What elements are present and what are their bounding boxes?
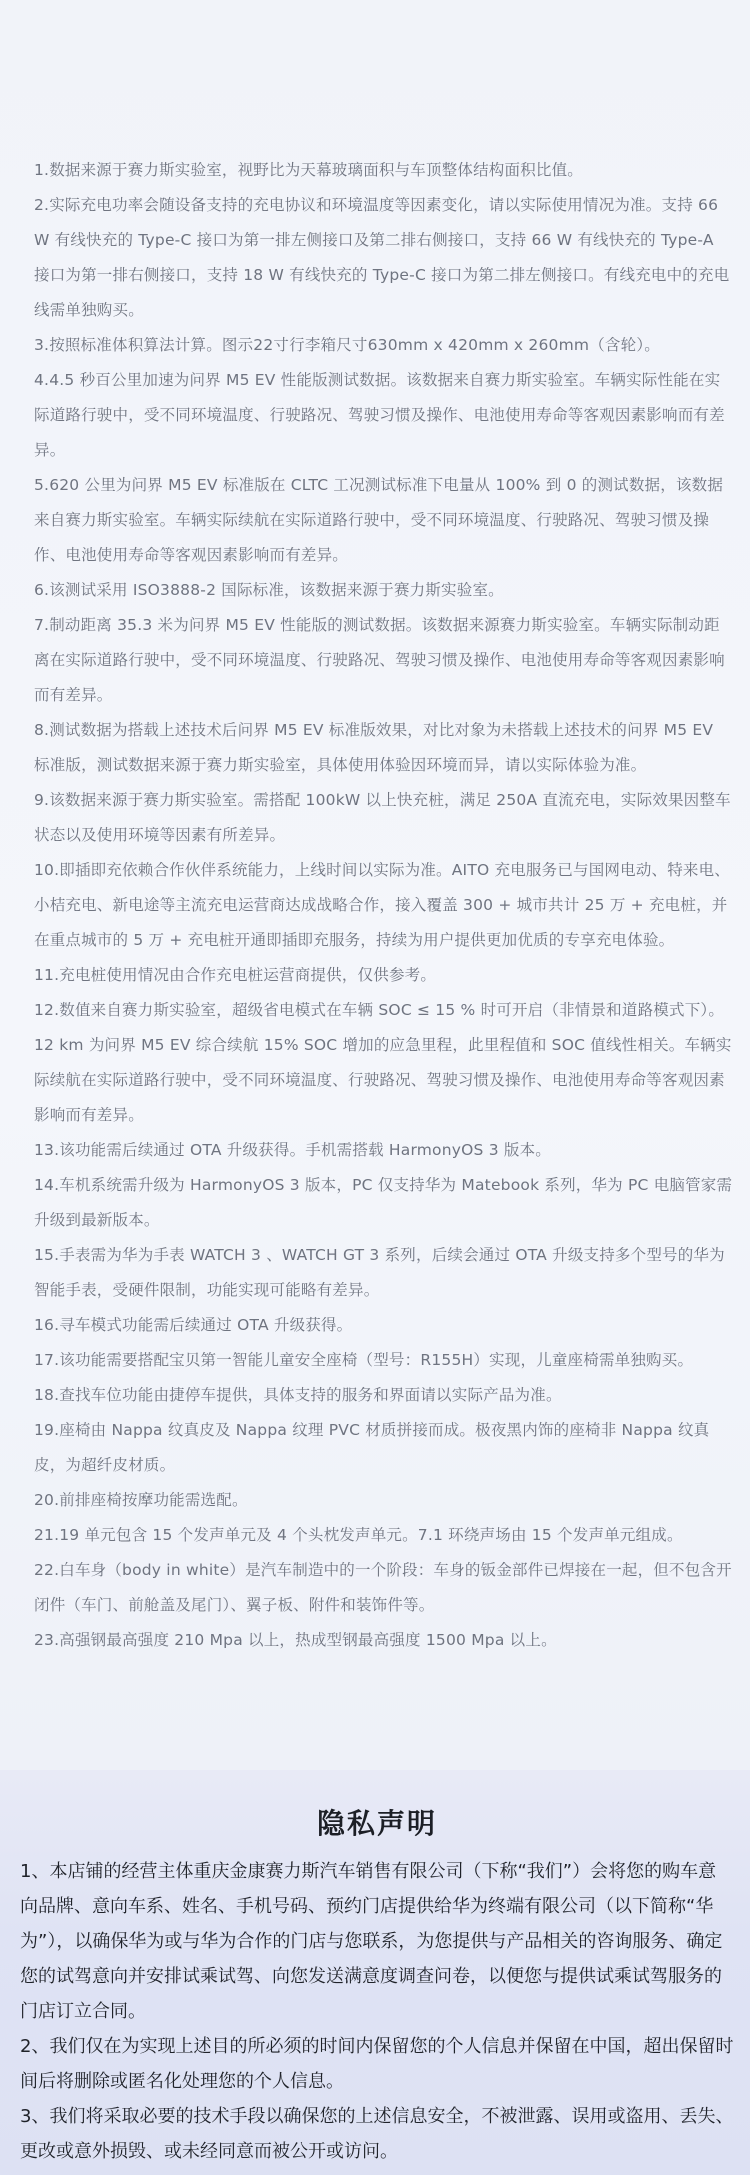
- footnote: 11.充电桩使用情况由合作充电桩运营商提供，仅供参考。: [34, 966, 437, 984]
- footnote: 12.数值来自赛力斯实验室，超级省电模式在车辆 SOC ≤ 15 % 时可开启（非情景和道路模式下）。12 km 为问界 M5 EV 综合续航 15% SOC 增加的应急里程，此里程值和 SOC 值线性相关。车辆实际续航在实际道路行驶中，受不同环境温度、行驶路况、驾驶习惯及操作、电池使用寿命等客观因素影响而有差异。: [34, 1001, 732, 1124]
- footnote: 2.实际充电功率会随设备支持的充电协议和环境温度等因素变化，请以实际使用情况为准。支持 66 W 有线快充的 Type-C 接口为第一排左侧接口及第二排右侧接口，支持 66 W 有线快充的 Type-A 接口为第一排右侧接口，支持 18 W 有线快充的 Type-C 接口为第二排左侧接口。有线充电中的充电线需单独购买。: [34, 196, 730, 319]
- privacy-item: 1、本店铺的经营主体重庆金康赛力斯汽车销售有限公司（下称“我们”）会将您的购车意向品牌、意向车系、姓名、手机号码、预约门店提供给华为终端有限公司（以下简称“华为”），以确保华为或与华为合作的门店与您联系，为您提供与产品相关的咨询服务、确定您的试驾意向并安排试乘试驾、向您发送满意度调查问卷，以便您与提供试乘试驾服务的门店订立合同。: [20, 1861, 723, 2022]
- footnote: 19.座椅由 Nappa 纹真皮及 Nappa 纹理 PVC 材质拼接而成。极夜黑内饰的座椅非 Nappa 纹真皮，为超纤皮材质。: [34, 1421, 710, 1474]
- privacy-item: 2、我们仅在为实现上述目的所必须的时间内保留您的个人信息并保留在中国，超出保留时间后将删除或匿名化处理您的个人信息。: [20, 2036, 734, 2092]
- footnote: 18.查找车位功能由捷停车提供，具体支持的服务和界面请以实际产品为准。: [34, 1386, 562, 1404]
- footnote: 13.该功能需后续通过 OTA 升级获得。手机需搭载 HarmonyOS 3 版本。: [34, 1141, 551, 1159]
- footnote: 8.测试数据为搭载上述技术后问界 M5 EV 标准版效果，对比对象为未搭载上述技术的问界 M5 EV 标准版，测试数据来源于赛力斯实验室，具体使用体验因环境而异，请以实际体验为准。: [34, 721, 714, 774]
- footnote: 3.按照标准体积算法计算。图示22寸行李箱尺寸630mm x 420mm x 260mm（含轮）。: [34, 336, 660, 354]
- privacy-title: 隐私声明: [316, 1807, 437, 1840]
- footnote: 17.该功能需要搭配宝贝第一智能儿童安全座椅（型号：R155H）实现，儿童座椅需单独购买。: [34, 1351, 694, 1369]
- footnote: 15.手表需为华为手表 WATCH 3 、WATCH GT 3 系列，后续会通过 OTA 升级支持多个型号的华为智能手表，受硬件限制，功能实现可能略有差异。: [34, 1246, 725, 1299]
- footnote: 14.车机系统需升级为 HarmonyOS 3 版本，PC 仅支持华为 Matebook 系列，华为 PC 电脑管家需升级到最新版本。: [34, 1176, 733, 1229]
- footnote: 5.620 公里为问界 M5 EV 标准版在 CLTC 工况测试标准下电量从 100% 到 0 的测试数据，该数据来自赛力斯实验室。车辆实际续航在实际道路行驶中，受不同环境温度、行驶路况、驾驶习惯及操作、电池使用寿命等客观因素影响而有差异。: [34, 476, 724, 564]
- footnote: 9.该数据来源于赛力斯实验室。需搭配 100kW 以上快充桩，满足 250A 直流充电，实际效果因整车状态以及使用环境等因素有所差异。: [34, 791, 731, 844]
- privacy-item: 3、我们将采取必要的技术手段以确保您的上述信息安全，不被泄露、误用或盗用、丢失、更改或意外损毁、或未经同意而被公开或访问。: [20, 2106, 734, 2162]
- footnote: 7.制动距离 35.3 米为问界 M5 EV 性能版的测试数据。该数据来源赛力斯实验室。车辆实际制动距离在实际道路行驶中，受不同环境温度、行驶路况、驾驶习惯及操作、电池使用寿命等客观因素影响而有差异。: [34, 616, 725, 704]
- footnote: 4.4.5 秒百公里加速为问界 M5 EV 性能版测试数据。该数据来自赛力斯实验室。车辆实际性能在实际道路行驶中，受不同环境温度、行驶路况、驾驶习惯及操作、电池使用寿命等客观因素影响而有差异。: [34, 371, 725, 459]
- footnote: 20.前排座椅按摩功能需选配。: [34, 1491, 248, 1509]
- footnote: 1.数据来源于赛力斯实验室，视野比为天幕玻璃面积与车顶整体结构面积比值。: [34, 161, 583, 179]
- privacy-statement-section: [0, 1770, 750, 2175]
- footnote: 22.白车身（body in white）是汽车制造中的一个阶段：车身的钣金部件已焊接在一起，但不包含开闭件（车门、前舱盖及尾门）、翼子板、附件和装饰件等。: [34, 1561, 732, 1614]
- footnote: 10.即插即充依赖合作伙伴系统能力，上线时间以实际为准。AITO 充电服务已与国网电动、特来电、小桔充电、新电途等主流充电运营商达成战略合作，接入覆盖 300 + 城市共计 25 万 + 充电桩，并在重点城市的 5 万 + 充电桩开通即插即充服务，持续为用户提供更加优质的专享充电体验。: [34, 861, 731, 949]
- footnote: 6.该测试采用 ISO3888-2 国际标准，该数据来源于赛力斯实验室。: [34, 581, 504, 599]
- footnote: 23.高强钢最高强度 210 Mpa 以上，热成型钢最高强度 1500 Mpa 以上。: [34, 1631, 557, 1649]
- footnote: 21.19 单元包含 15 个发声单元及 4 个头枕发声单元。7.1 环绕声场由 15 个发声单元组成。: [34, 1526, 683, 1544]
- footnote: 16.寻车模式功能需后续通过 OTA 升级获得。: [34, 1316, 353, 1334]
